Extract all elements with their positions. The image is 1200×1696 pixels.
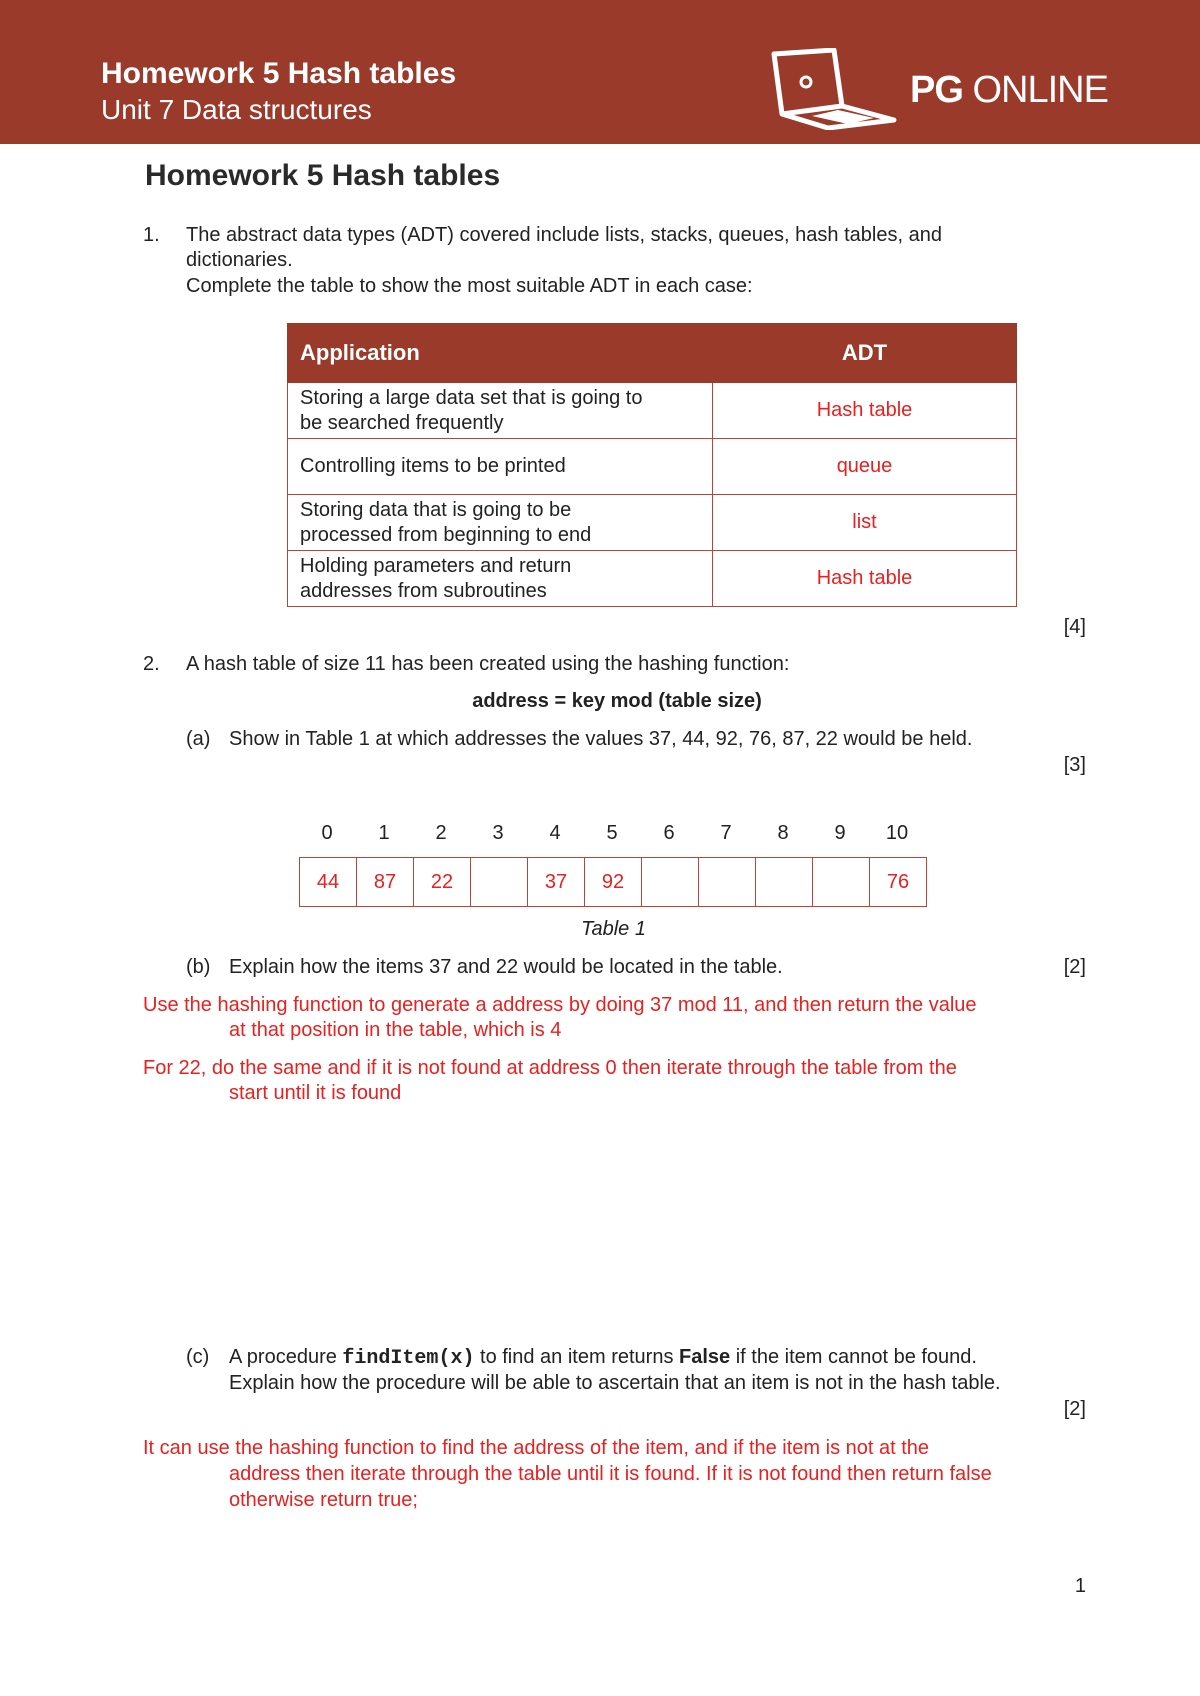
adt-application-cell (288, 439, 713, 495)
q2a-label: (a) (186, 728, 211, 750)
false-keyword: False (679, 1346, 731, 1368)
hash-cell (813, 858, 870, 907)
q2c-line1 (229, 1344, 977, 1372)
logo-text (910, 68, 1108, 112)
index-label: 1 (378, 822, 390, 844)
q1-number: 1. (143, 224, 160, 246)
adt-header-row (288, 324, 1017, 383)
q2c-post: if the item cannot be found. (730, 1346, 977, 1368)
header-title: Homework 5 Hash tables (101, 57, 457, 90)
adt-header-adt: ADT (713, 324, 1017, 383)
table-row (288, 439, 1017, 495)
adt-answer-cell: queue (713, 439, 1017, 495)
index-label: 4 (549, 822, 561, 844)
index-label: 5 (606, 822, 618, 844)
q2-intro: A hash table of size 11 has been created using the hashing function: (186, 653, 790, 675)
index-label: 0 (321, 822, 333, 844)
header-subtitle: Unit 7 Data structures (101, 94, 372, 125)
logo-word: ONLINE (972, 69, 1108, 111)
hash-cell (756, 858, 813, 907)
q1-marks: [4] (1063, 616, 1086, 638)
adt-header-application: Application (288, 324, 713, 383)
q2b-label: (b) (186, 956, 211, 978)
table-row (288, 551, 1017, 607)
app-line2: processed from beginning to end (300, 523, 592, 546)
hash-cell (471, 858, 528, 907)
table-row (288, 495, 1017, 551)
q2b-marks: [2] (1063, 956, 1086, 978)
app-line1: Storing data that is going to be (300, 498, 572, 521)
laptop-logo-icon (768, 48, 898, 130)
index-label: 3 (492, 822, 504, 844)
hash-cell: 76 (870, 858, 927, 907)
adt-answer-cell: Hash table (713, 383, 1017, 439)
adt-application-cell (288, 495, 713, 551)
q2a-marks: [3] (1063, 754, 1086, 776)
adt-application-cell (288, 551, 713, 607)
page-number: 1 (1074, 1575, 1086, 1597)
index-label: 7 (720, 822, 732, 844)
app-line1: Holding parameters and return (300, 554, 572, 577)
q1-line3: Complete the table to show the most suitable ADT in each case: (186, 275, 753, 297)
q2c-mid: to find an item returns (474, 1346, 679, 1368)
index-label: 9 (834, 822, 846, 844)
app-line2: addresses from subroutines (300, 579, 547, 602)
hash-cell (699, 858, 756, 907)
hash-cell (642, 858, 699, 907)
adt-answer-cell: list (713, 495, 1017, 551)
q2b-answer2-line1: For 22, do the same and if it is not found at address 0 then iterate through the table from the (143, 1057, 957, 1079)
hash-cell: 44 (300, 858, 357, 907)
app-line2: be searched frequently (300, 411, 504, 434)
index-label: 6 (663, 822, 675, 844)
q2c-answer-line2: address then iterate through the table until it is found. If it is not found then return false (229, 1463, 992, 1485)
page-header (0, 0, 1200, 144)
adt-application-cell (288, 383, 713, 439)
q2c-line2: Explain how the procedure will be able to ascertain that an item is not in the hash table. (229, 1372, 1001, 1394)
index-label: 2 (435, 822, 447, 844)
q2c-answer-line1: It can use the hashing function to find the address of the item, and if the item is not at the (143, 1437, 930, 1459)
q2-number: 2. (143, 653, 160, 675)
table-caption: Table 1 (581, 918, 646, 940)
q2c-pre: A procedure (229, 1346, 343, 1368)
q2c-answer-line3: otherwise return true; (229, 1489, 418, 1511)
table-row (288, 383, 1017, 439)
q2a-text: Show in Table 1 at which addresses the values 37, 44, 92, 76, 87, 22 would be held. (229, 728, 973, 750)
app-line1: Storing a large data set that is going to (300, 386, 643, 409)
hash-cell: 92 (585, 858, 642, 907)
index-label: 8 (777, 822, 789, 844)
hash-cell: 37 (528, 858, 585, 907)
q2c-marks: [2] (1063, 1398, 1086, 1420)
q2b-answer1-line2: at that position in the table, which is 4 (229, 1019, 562, 1041)
hash-formula: address = key mod (table size) (472, 690, 762, 712)
q2b-answer1-line1: Use the hashing function to generate a address by doing 37 mod 11, and then return the value (143, 994, 977, 1016)
app-line1: Controlling items to be printed (300, 455, 566, 477)
hash-row (300, 858, 927, 907)
adt-answer-cell: Hash table (713, 551, 1017, 607)
index-label: 10 (885, 822, 909, 844)
document-title: Homework 5 Hash tables (145, 159, 501, 192)
adt-table (287, 323, 1017, 607)
hash-table-1 (299, 857, 927, 907)
q2b-answer2-line2: start until it is found (229, 1082, 402, 1104)
q2b-text: Explain how the items 37 and 22 would be located in the table. (229, 956, 783, 978)
logo-bold: PG (910, 69, 963, 111)
find-item-code: findItem(x) (342, 1347, 475, 1370)
hash-cell: 22 (414, 858, 471, 907)
q2c-label: (c) (186, 1346, 210, 1368)
q1-line1: The abstract data types (ADT) covered include lists, stacks, queues, hash tables, and (186, 224, 942, 246)
hash-cell: 87 (357, 858, 414, 907)
q1-line2: dictionaries. (186, 249, 293, 271)
